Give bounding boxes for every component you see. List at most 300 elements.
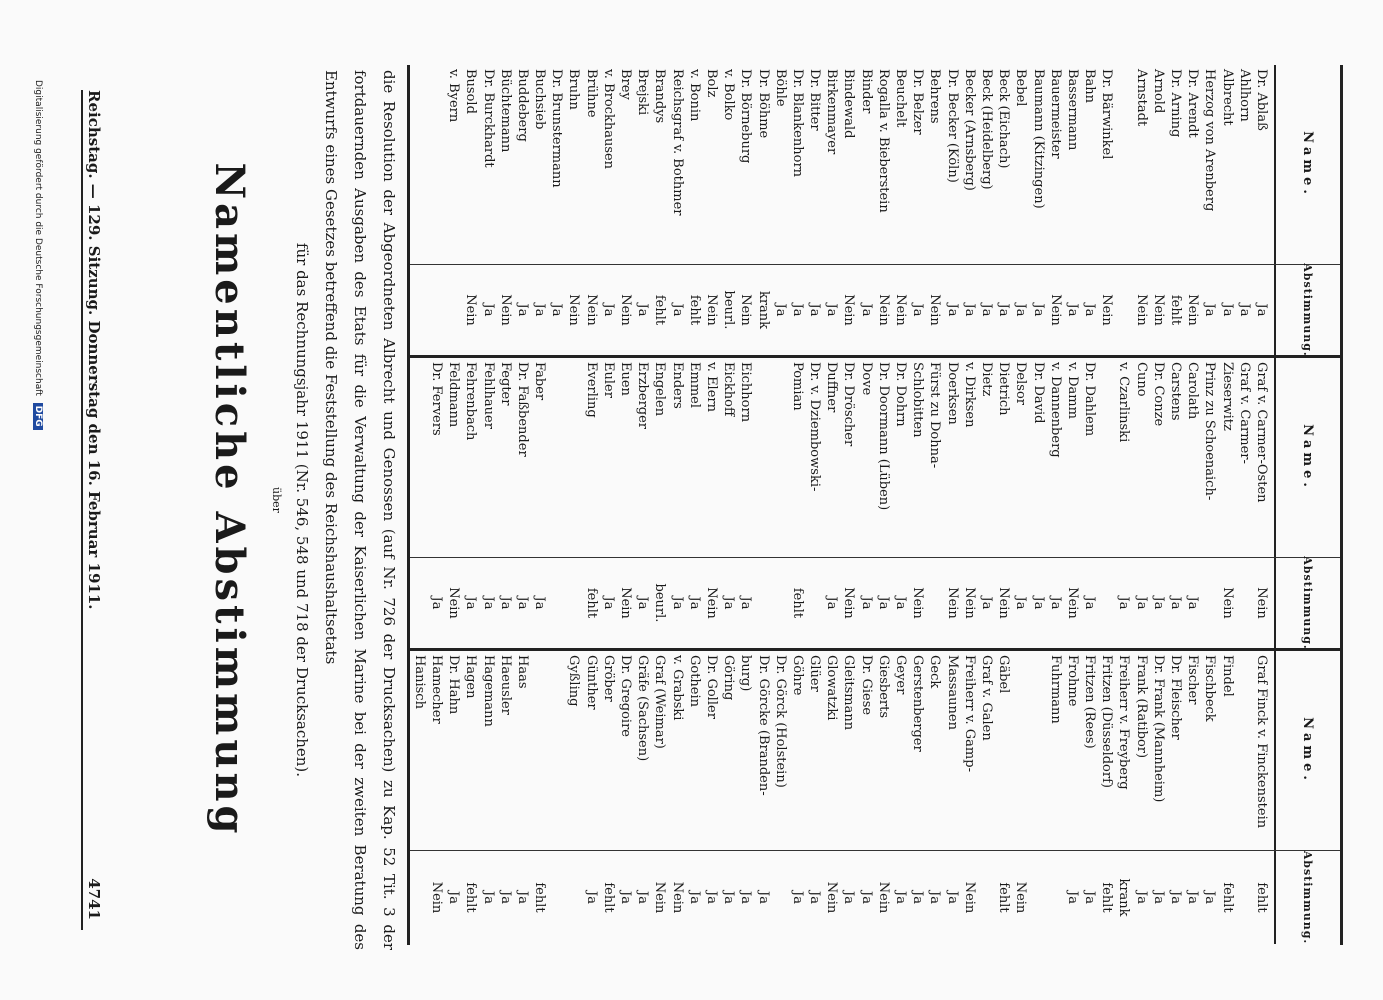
vote-value: Ja bbox=[1133, 596, 1149, 610]
member-name: Busold bbox=[463, 69, 479, 114]
vote-value: Ja bbox=[532, 596, 548, 610]
vote-value: Nein bbox=[927, 294, 943, 326]
member-name: Bauermeister bbox=[1047, 69, 1063, 159]
vote-value bbox=[926, 558, 943, 648]
vote-value: Ja bbox=[1082, 596, 1098, 610]
member-name: Binder bbox=[858, 69, 874, 114]
member-name: Doerksen bbox=[944, 362, 960, 425]
member-name bbox=[548, 358, 565, 557]
member-name: Hanisch bbox=[411, 655, 427, 709]
vote-value bbox=[978, 851, 995, 944]
vote-value: fehlt bbox=[1219, 882, 1235, 913]
member-name: Brejski bbox=[635, 69, 651, 116]
over-label: über bbox=[270, 487, 283, 513]
footer-credit bbox=[33, 80, 43, 430]
vote-value bbox=[806, 558, 823, 648]
member-name: v. Brockhausen bbox=[600, 69, 616, 170]
vote-value bbox=[1098, 558, 1115, 648]
member-name bbox=[754, 358, 771, 557]
vote-value: Ja bbox=[721, 891, 737, 904]
member-name: Dr. Belzer bbox=[910, 69, 926, 135]
vote-value: Nein bbox=[1064, 587, 1080, 619]
vote-value: Ja bbox=[738, 891, 754, 904]
member-name: Graf Finck v. Finckenstein bbox=[1254, 655, 1269, 829]
vote-value: Nein bbox=[1047, 294, 1063, 326]
member-name: Bindewald bbox=[841, 69, 857, 139]
vote-value: Ja bbox=[497, 596, 513, 610]
member-name: Enders bbox=[669, 362, 685, 409]
vote-value bbox=[754, 558, 771, 648]
vote-value: Ja bbox=[910, 303, 926, 317]
member-name: Dr. Hahn bbox=[446, 655, 462, 715]
vote-value: krank bbox=[1116, 878, 1132, 917]
member-name: Dietz bbox=[979, 362, 994, 397]
member-name: Hagen bbox=[463, 655, 479, 699]
vote-value: Nein bbox=[566, 294, 582, 326]
vote-value: Ja bbox=[789, 891, 805, 904]
vote-value: Ja bbox=[1236, 303, 1252, 317]
vote-value: fehlt bbox=[583, 587, 599, 619]
vote-value: Ja bbox=[1030, 596, 1046, 610]
member-name: Dr. Ablaß bbox=[1254, 69, 1269, 131]
vote-value: Ja bbox=[807, 891, 823, 904]
member-name: Cuno bbox=[1133, 362, 1149, 397]
member-name: v. Elern bbox=[704, 362, 719, 412]
vote-value: Ja bbox=[600, 596, 616, 610]
member-name: Findel bbox=[1219, 655, 1235, 697]
member-name: Dr. Becker (Köln) bbox=[944, 69, 960, 183]
member-name: Rogalla v. Bieberstein bbox=[875, 69, 891, 213]
member-name: Baumann (Kitzingen) bbox=[1030, 69, 1046, 209]
vote-value: Ja bbox=[841, 891, 857, 904]
vote-table bbox=[407, 65, 1343, 945]
member-name: v. Grabski bbox=[669, 655, 685, 721]
member-name: Graf v. Carmer-Osten bbox=[1254, 362, 1269, 503]
member-name: Gäbel bbox=[996, 655, 1012, 694]
member-name: Gyßling bbox=[566, 655, 582, 707]
vote-value: Ja bbox=[910, 891, 926, 904]
member-name: Brühne bbox=[583, 69, 599, 118]
member-name: Dr. Bärwinkel bbox=[1099, 69, 1115, 160]
member-name: Dr. Dohrn bbox=[893, 362, 909, 427]
vote-value: fehlt bbox=[1254, 882, 1269, 913]
member-name bbox=[1236, 651, 1253, 850]
vote-value: Ja bbox=[927, 891, 943, 904]
member-name: v. Dannenberg bbox=[1047, 362, 1063, 458]
vote-value: Nein bbox=[1185, 294, 1201, 326]
member-name: Glowatzki bbox=[824, 655, 840, 721]
page-number: 4741 bbox=[85, 878, 103, 920]
vote-value: Ja bbox=[1185, 596, 1201, 610]
member-name: Hagemann bbox=[480, 655, 496, 727]
vote-value: Ja bbox=[635, 596, 651, 610]
member-name: Beck (Heidelberg) bbox=[979, 69, 994, 190]
vote-value: Ja bbox=[1133, 891, 1149, 904]
vote-value: Ja bbox=[635, 891, 651, 904]
vote-value: fehlt bbox=[1168, 294, 1184, 326]
member-name: Graf v. Carmer- bbox=[1236, 362, 1252, 464]
vote-value bbox=[565, 851, 582, 944]
vote-value: fehlt bbox=[789, 587, 805, 619]
member-name: Euen bbox=[618, 362, 634, 396]
vote-value: Ja bbox=[858, 891, 874, 904]
vote-value: Nein bbox=[875, 881, 891, 914]
member-name: Dr. Giese bbox=[858, 655, 874, 716]
vote-value: Ja bbox=[1168, 596, 1184, 610]
vote-value bbox=[1029, 851, 1046, 944]
vote-value: Nein bbox=[996, 587, 1012, 619]
member-name: Becker (Arnsberg) bbox=[961, 69, 977, 191]
member-name: Fischer bbox=[1185, 655, 1201, 705]
member-name: Everling bbox=[583, 362, 599, 418]
member-name: Haas bbox=[514, 655, 530, 689]
member-name: Emmel bbox=[686, 362, 702, 408]
vote-value: Ja bbox=[480, 891, 496, 904]
member-name bbox=[1029, 651, 1046, 850]
vote-value: Nein bbox=[669, 881, 685, 914]
vote-value: Nein bbox=[824, 881, 840, 914]
member-name: Graf v. Galen bbox=[979, 655, 994, 741]
vote-value bbox=[565, 558, 582, 648]
vote-value: krank bbox=[755, 290, 771, 330]
vote-value bbox=[548, 851, 565, 944]
member-name: Herzog von Arenberg bbox=[1202, 69, 1218, 212]
vote-value: Ja bbox=[755, 891, 771, 904]
vote-value: fehlt bbox=[1099, 882, 1115, 913]
vote-value: Nein bbox=[910, 587, 926, 619]
vote-value: Ja bbox=[549, 303, 565, 317]
vote-value: Ja bbox=[1082, 891, 1098, 904]
vote-value bbox=[445, 265, 462, 355]
member-name: Fehrenbach bbox=[463, 362, 479, 441]
member-name bbox=[1012, 651, 1029, 850]
vote-value bbox=[1236, 851, 1253, 944]
vote-value: Ja bbox=[1202, 891, 1218, 904]
member-name: Dr. Gregoire bbox=[618, 655, 634, 737]
member-name: Fritzen (Düsseldorf) bbox=[1099, 655, 1115, 788]
vote-value: Ja bbox=[772, 303, 788, 317]
vote-value: Ja bbox=[979, 596, 994, 610]
vote-value: Ja bbox=[429, 596, 444, 610]
vote-value: fehlt bbox=[600, 882, 616, 913]
member-name: Glüer bbox=[807, 655, 823, 692]
vote-value: Nein bbox=[618, 294, 634, 326]
vote-value bbox=[1201, 558, 1218, 648]
member-name: Dr. Dröscher bbox=[841, 362, 857, 447]
member-name: Dr. Fleischer bbox=[1168, 655, 1184, 740]
vote-value: Nein bbox=[429, 881, 444, 914]
vote-column bbox=[410, 851, 1340, 944]
member-name: Delsor bbox=[1013, 362, 1029, 405]
member-name: v. Bonin bbox=[686, 69, 702, 122]
member-name: Bahn bbox=[1082, 69, 1098, 104]
member-name: Fischbeck bbox=[1202, 655, 1218, 722]
vote-value: Ja bbox=[532, 303, 548, 317]
vote-value: Nein bbox=[652, 881, 668, 914]
vote-value: Nein bbox=[583, 294, 599, 326]
vote-value: Ja bbox=[1013, 303, 1029, 317]
member-name: Buchsieb bbox=[532, 69, 548, 130]
member-name: v. Damm bbox=[1064, 362, 1080, 419]
vote-value: Ja bbox=[893, 596, 909, 610]
member-name: Dr. Dahlem bbox=[1082, 362, 1098, 437]
vote-value: Nein bbox=[841, 587, 857, 619]
member-name: Büchtemann bbox=[497, 69, 513, 153]
name-column bbox=[410, 651, 1340, 851]
vote-value bbox=[1115, 265, 1132, 355]
vote-value: Ja bbox=[875, 596, 891, 610]
vote-value: fehlt bbox=[463, 882, 479, 913]
member-name: Dietrich bbox=[996, 362, 1012, 416]
member-name: Geck bbox=[927, 655, 943, 689]
member-name: Dr. Böhme bbox=[755, 69, 771, 139]
member-name: Beck (Eichach) bbox=[996, 69, 1012, 169]
member-name: Dr. Arendt bbox=[1185, 69, 1201, 138]
member-name: Fritzen (Rees) bbox=[1082, 655, 1098, 749]
vote-value: Ja bbox=[1116, 596, 1132, 610]
vote-column bbox=[410, 558, 1340, 651]
member-name: Bassermann bbox=[1064, 69, 1080, 151]
member-name: Giesberts bbox=[875, 655, 891, 719]
vote-value: Ja bbox=[1013, 596, 1029, 610]
member-name: Zieserwitz bbox=[1219, 362, 1235, 431]
member-name: Bruhn bbox=[566, 69, 582, 110]
member-name: Feldmann bbox=[446, 362, 462, 428]
vote-value: Ja bbox=[704, 891, 719, 904]
vote-value: Ja bbox=[463, 596, 479, 610]
vote-value: Ja bbox=[1185, 891, 1201, 904]
member-name: Graf (Weimar) bbox=[652, 655, 668, 749]
member-name: Behrens bbox=[927, 69, 943, 124]
member-name: Fehlhauer bbox=[480, 362, 496, 429]
document-title: Namentliche Abstimmung bbox=[206, 162, 253, 838]
vote-value: fehlt bbox=[686, 294, 702, 326]
vote-value: Ja bbox=[1150, 891, 1166, 904]
member-name: Dr. David bbox=[1030, 362, 1046, 424]
member-name: Euler bbox=[600, 362, 616, 398]
intro-line-1: die Resolution der Abgeordneten Albrecht und Genossen (auf Nr. 726 der Drucksachen) zu Kap. 52 Tit. 3 der fortdauernden Ausgaben des Etats für die Verwaltung der Kaiserlichen Marine bei der zweiten Beratung des Entwurfs eines Gesetzes betreffend die Feststellung des Reichshaushaltsetats bbox=[322, 70, 398, 950]
member-name: Haeusler bbox=[497, 655, 513, 715]
member-name: Dr. Conze bbox=[1150, 362, 1166, 427]
vote-value: Ja bbox=[858, 596, 874, 610]
member-name bbox=[1098, 358, 1115, 557]
vote-value: Nein bbox=[618, 587, 634, 619]
member-name: v. Dirksen bbox=[961, 362, 977, 428]
member-name: Dr. Görcke (Branden- bbox=[755, 655, 771, 796]
vote-value: beurl. bbox=[652, 583, 668, 623]
vote-value: Ja bbox=[1254, 303, 1269, 317]
vote-value: Ja bbox=[893, 891, 909, 904]
header-text: Reichstag. — 129. Sitzung. Donnerstag den 16. Februar 1911. bbox=[85, 90, 103, 610]
footer-text: Digitalisierung gefördert durch die Deutsche Forschungsgemeinschaft bbox=[33, 80, 43, 396]
vote-value: Ja bbox=[1047, 596, 1063, 610]
member-name bbox=[548, 651, 565, 850]
vote-value: Ja bbox=[1168, 891, 1184, 904]
member-name: Dr. Goller bbox=[704, 655, 719, 719]
vote-value: Nein bbox=[1099, 294, 1115, 326]
member-name: Brandys bbox=[652, 69, 668, 124]
vote-column bbox=[410, 265, 1340, 358]
member-name: Engelen bbox=[652, 362, 668, 417]
vote-value: Ja bbox=[789, 303, 805, 317]
vote-value bbox=[772, 851, 789, 944]
vote-value bbox=[1236, 558, 1253, 648]
member-name: Dr. Doormann (Lüben) bbox=[875, 362, 891, 511]
vote-value: Ja bbox=[618, 891, 634, 904]
vote-value: Ja bbox=[600, 303, 616, 317]
member-name: Fuhrmann bbox=[1047, 655, 1063, 724]
vote-value: fehlt bbox=[652, 294, 668, 326]
vote-value: Nein bbox=[497, 294, 513, 326]
member-name: Böhle bbox=[772, 69, 788, 107]
member-name: Dove bbox=[858, 362, 874, 396]
member-name: Dr. Frank (Mannheim) bbox=[1150, 655, 1166, 803]
member-name: Bebel bbox=[1013, 69, 1029, 107]
vote-value: Ja bbox=[1064, 303, 1080, 317]
member-name: burg) bbox=[738, 655, 754, 692]
member-name: Prinz zu Schoenaich- bbox=[1202, 362, 1218, 501]
member-name bbox=[772, 358, 789, 557]
intro-paragraph bbox=[287, 70, 403, 950]
column-group-3 bbox=[410, 651, 1340, 944]
member-name: Faber bbox=[532, 362, 548, 401]
intro-line-2: für das Rechnungsjahr 1911 (Nr. 546, 548 und 718 der Drucksachen). bbox=[293, 242, 311, 778]
vote-value: Ja bbox=[583, 891, 599, 904]
vote-value: Ja bbox=[446, 891, 462, 904]
member-name bbox=[565, 358, 582, 557]
column-group-2 bbox=[410, 358, 1340, 651]
vote-value: Nein bbox=[841, 294, 857, 326]
member-name: Gothein bbox=[686, 655, 702, 708]
vote-value: Ja bbox=[721, 596, 737, 610]
vote-value: Ja bbox=[944, 891, 960, 904]
member-name: Fegter bbox=[497, 362, 513, 406]
vote-value: Nein bbox=[1219, 587, 1235, 619]
member-name bbox=[531, 651, 548, 850]
vote-value: Ja bbox=[635, 303, 651, 317]
vote-value: Nein bbox=[446, 587, 462, 619]
vote-value bbox=[1047, 851, 1064, 944]
member-name: Ahlhorn bbox=[1236, 69, 1252, 122]
vote-value bbox=[548, 558, 565, 648]
name-column-header: Name. bbox=[1274, 65, 1340, 264]
vote-value: Ja bbox=[514, 303, 530, 317]
member-name bbox=[1115, 65, 1132, 264]
vote-value: Nein bbox=[738, 294, 754, 326]
member-name: Freiherr v. Freyberg bbox=[1116, 655, 1132, 790]
member-name: Erzberger bbox=[635, 362, 651, 430]
member-name: Dr. Burckhardt bbox=[480, 69, 496, 168]
dfg-logo: DFG bbox=[33, 403, 43, 430]
vote-value: Ja bbox=[1064, 891, 1080, 904]
member-name: v. Byern bbox=[446, 69, 462, 123]
member-name: Günther bbox=[583, 655, 599, 710]
vote-value: Nein bbox=[1013, 881, 1029, 914]
member-name: Dr. Arning bbox=[1168, 69, 1184, 138]
vote-value: Nein bbox=[463, 294, 479, 326]
member-name: Arnstadt bbox=[1133, 69, 1149, 127]
vote-value: Ja bbox=[480, 596, 496, 610]
vote-value: Ja bbox=[514, 891, 530, 904]
vote-value: Ja bbox=[669, 303, 685, 317]
vote-column-header: Abstimmung. bbox=[1274, 265, 1340, 355]
vote-value: Ja bbox=[1030, 303, 1046, 317]
vote-value: Ja bbox=[686, 891, 702, 904]
vote-value: Ja bbox=[807, 303, 823, 317]
member-name: Carstens bbox=[1168, 362, 1184, 421]
member-name: Frohme bbox=[1064, 655, 1080, 707]
vote-value bbox=[772, 558, 789, 648]
member-name: Dr. Görck (Holstein) bbox=[772, 655, 788, 788]
member-name: v. Bolko bbox=[721, 69, 737, 121]
vote-value: Nein bbox=[961, 881, 977, 914]
member-name: Duffner bbox=[824, 362, 840, 413]
vote-column-header: Abstimmung. bbox=[1274, 851, 1340, 944]
member-name: Hamecher bbox=[429, 655, 444, 724]
member-name: Göring bbox=[721, 655, 737, 701]
vote-value: Ja bbox=[961, 303, 977, 317]
member-name: Fürst zu Dohna- bbox=[927, 362, 943, 469]
vote-value: Ja bbox=[738, 596, 754, 610]
member-name: Dr. Bitter bbox=[807, 69, 823, 131]
vote-column-header: Abstimmung. bbox=[1274, 558, 1340, 648]
member-name: Birkenmayer bbox=[824, 69, 840, 155]
vote-value: Ja bbox=[514, 596, 530, 610]
vote-value: Nein bbox=[1150, 294, 1166, 326]
member-name: Pomian bbox=[789, 362, 805, 411]
vote-value: Ja bbox=[944, 303, 960, 317]
member-name: Dr. v. Dziembowski- bbox=[807, 362, 823, 492]
member-name: Frank (Ratibor) bbox=[1133, 655, 1149, 759]
member-name: Dr. Brunstermann bbox=[549, 69, 565, 188]
vote-value: Ja bbox=[824, 303, 840, 317]
vote-value: Ja bbox=[497, 891, 513, 904]
vote-value: Ja bbox=[996, 303, 1012, 317]
member-name: Albrecht bbox=[1219, 69, 1235, 126]
name-column-header: Name. bbox=[1274, 358, 1340, 557]
vote-value: Nein bbox=[893, 294, 909, 326]
member-name: Geyer bbox=[893, 655, 909, 695]
name-column bbox=[410, 358, 1340, 558]
member-name: Eickhoff bbox=[721, 362, 737, 417]
vote-value: Ja bbox=[686, 596, 702, 610]
member-name: Brey bbox=[618, 69, 634, 100]
member-name: Dr. Fervers bbox=[429, 362, 444, 436]
member-name: Massaunen bbox=[944, 655, 960, 730]
member-name: Gröber bbox=[600, 655, 616, 702]
member-name: Freiherr v. Gamp- bbox=[961, 655, 977, 772]
vote-value: Nein bbox=[1133, 294, 1149, 326]
vote-value: Nein bbox=[704, 294, 719, 326]
name-column bbox=[410, 65, 1340, 265]
vote-value: Ja bbox=[1082, 303, 1098, 317]
vote-value: Ja bbox=[979, 303, 994, 317]
vote-value: fehlt bbox=[532, 882, 548, 913]
vote-value: Nein bbox=[875, 294, 891, 326]
member-name: Eichhorn bbox=[738, 362, 754, 423]
vote-value: Nein bbox=[1254, 587, 1269, 619]
member-name: Dr. Börneburg bbox=[738, 69, 754, 164]
vote-value: Nein bbox=[944, 587, 960, 619]
member-name: Buddeberg bbox=[514, 69, 530, 142]
vote-value: Ja bbox=[1202, 303, 1218, 317]
member-name: v. Czarlinski bbox=[1116, 362, 1132, 443]
member-name: Carolath bbox=[1185, 362, 1201, 420]
member-name: Gerstenberger bbox=[910, 655, 926, 752]
member-name: Arnold bbox=[1150, 69, 1166, 114]
page-header bbox=[85, 90, 103, 920]
member-name: Dr. Faßbender bbox=[514, 362, 530, 457]
